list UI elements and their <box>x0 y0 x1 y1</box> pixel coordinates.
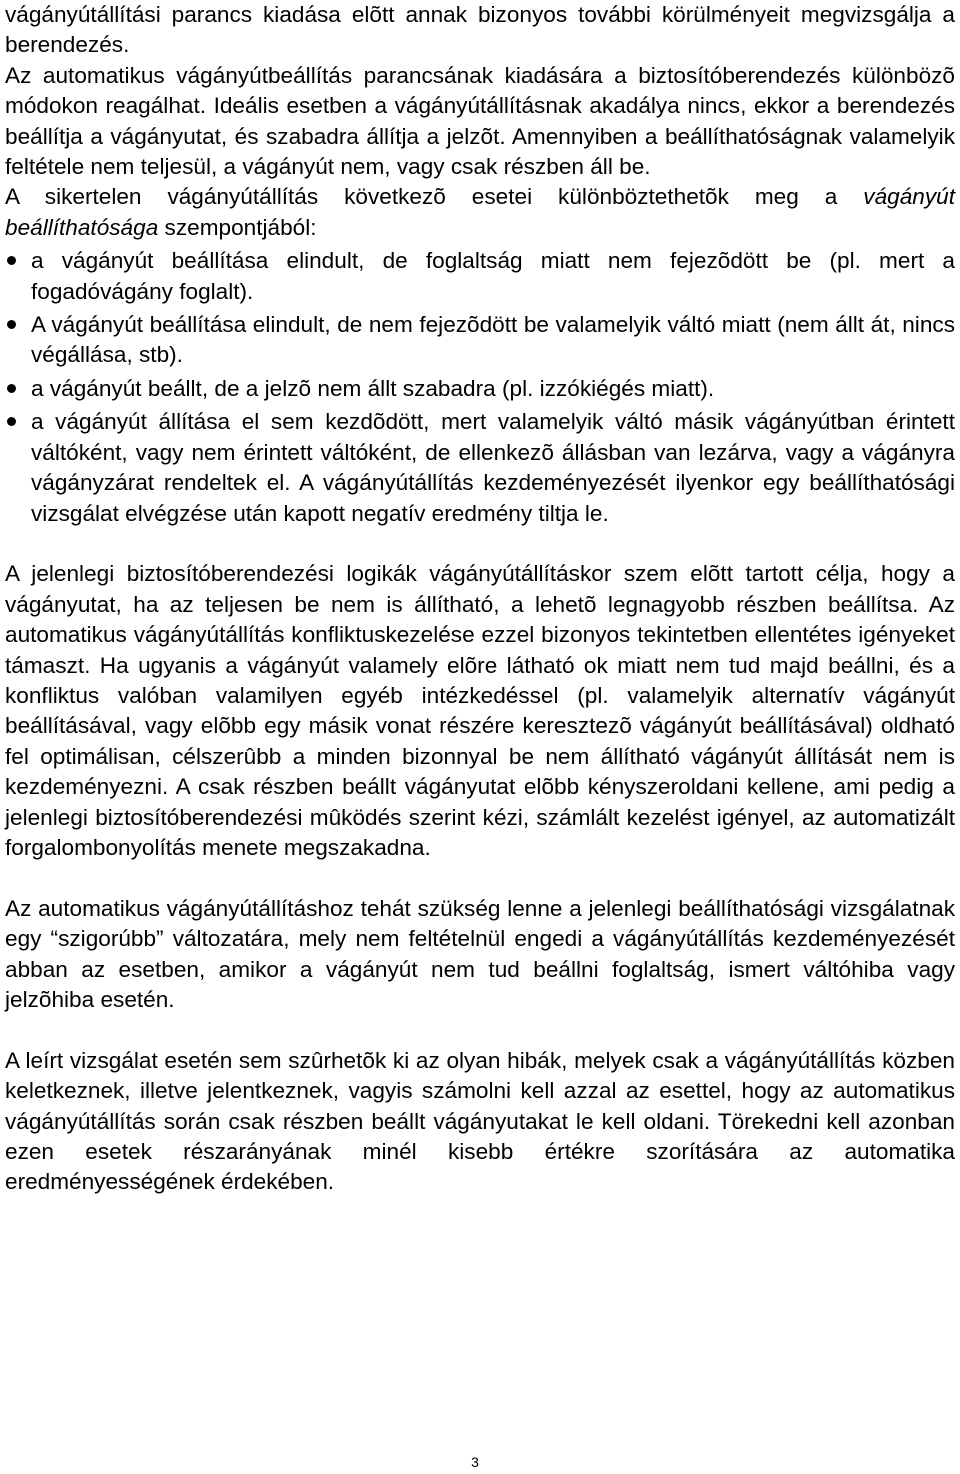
list-item-text: A vágányút beállítása elindult, de nem fejezõdött be valamelyik váltó miatt (nem állt át, nincs végállása, stb). <box>31 312 955 368</box>
list-item <box>5 246 955 307</box>
document-page <box>5 0 955 1198</box>
emphasis-route-settability: vágányút beállíthatósága <box>5 184 955 240</box>
page-number: 3 <box>471 1454 479 1470</box>
bullet-icon <box>7 417 16 426</box>
paragraph-stricter-check: Az automatikus vágányútállításhoz tehát szükség lenne a jelenlegi beállíthatósági vizsgálatnak egy “szigorúbb” változatára, mely nem feltételnül engedi a vágányútállítás kezdeményezését abban az esetben, amikor a vágányút nem tud beállni foglaltság, ismert váltóhiba vagy jelzõhiba esetén. <box>5 895 955 1012</box>
bullet-icon <box>7 384 16 393</box>
paragraph-automatic-route-setting: Az automatikus vágányútbeállítás parancsának kiadására a biztosítóberendezés különbözõ módokon reagálhat. Ideális esetben a vágányútállításnak akadálya nincs, ekkor a berendezés beállítja a vágányutat, és szabadra állítja a jelzõt. Amennyiben a beállíthatóságnak valamelyik feltétele nem teljesül, a vágányút nem, vagy csak részben áll be. <box>5 62 955 180</box>
list-item-text: a vágányút beállítása elindult, de foglaltság miatt nem fejezõdött be (pl. mert a fogadóvágány foglalt). <box>31 248 955 304</box>
paragraph-failure-cases-intro <box>5 182 955 243</box>
list-item <box>5 374 955 404</box>
failure-cases-text-end: szempontjából: <box>158 214 317 240</box>
paragraph-intro-continuation: vágányútállítási parancs kiadása elõtt annak bizonyos további körülményeit megvizsgálja a berendezés. <box>5 2 955 58</box>
failure-cases-text-start: A sikertelen vágányútállítás következõ esetei különböztethetõk meg a <box>5 184 864 210</box>
failure-cases-list <box>5 246 955 529</box>
list-item <box>5 310 955 371</box>
list-item <box>5 407 955 529</box>
bullet-icon <box>7 256 16 265</box>
bullet-icon <box>7 320 16 329</box>
paragraph-residual-errors: A leírt vizsgálat esetén sem szûrhetõk ki az olyan hibák, melyek csak a vágányútállítás közben keletkeznek, illetve jelentkeznek, vagyis számolni kell azzal az esettel, hogy az automatikus vágányútállítás során csak részben beállt vágányutakat le kell oldani. Törekedni kell azonban ezen esetek részarányának minél kisebb értékre szorítására az automatika eredményességének érdekében. <box>5 1047 955 1195</box>
paragraph-current-logic: A jelenlegi biztosítóberendezési logikák vágányútállításkor szem elõtt tartott célja, hogy a vágányutat, ha az teljesen be nem is állítható, a lehetõ legnagyobb részben beállítsa. Az automatikus vágányútállítás konfliktuskezelése ezzel bizonyos tekintetben ellentétes igényeket támaszt. Ha ugyanis a vágányút valamely elõre látható ok miatt nem tud majd beállni, és a konfliktus valóban valamilyen egyéb intézkedéssel (pl. valamelyik alternatív vágányút beállításával, vagy elõbb egy másik vonat részére keresztezõ vágányút beállításával) oldható fel optimálisan, célszerûbb a minden bizonnyal be nem állítható vágányút állítását nem is kezdeményezni. A csak részben beállt vágányutat elõbb kényszeroldani kellene, ami pedig a jelenlegi biztosítóberendezési mûködés szerint kézi, számlált kezelést igényel, az automatizált forgalombonyolítás menete megszakadna. <box>5 561 955 860</box>
list-item-text: a vágányút állítása el sem kezdõdött, mert valamelyik váltó másik vágányútban érintett váltóként, vagy nem érintett váltóként, de ellenkezõ állásban van lezárva, vagy a vágányra vágányzárat rendeltek el. A vágányútállítás kezdeményezését ilyenkor egy beállíthatósági vizsgálat elvégzése után kapott negatív eredmény tiltja le. <box>31 409 955 526</box>
list-item-text: a vágányút beállt, de a jelzõ nem állt szabadra (pl. izzókiégés miatt). <box>31 375 715 401</box>
